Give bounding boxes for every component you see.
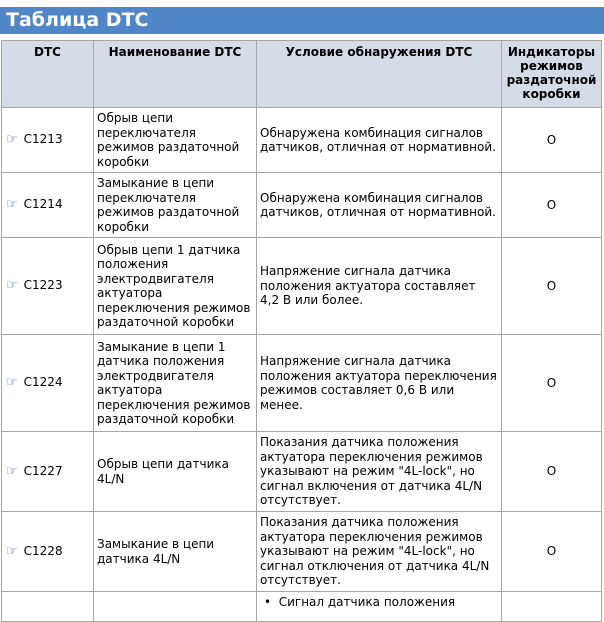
dtc-indicator: O xyxy=(502,512,602,592)
pointing-hand-icon[interactable]: ☞ xyxy=(6,463,18,479)
pointing-hand-icon[interactable]: ☞ xyxy=(6,278,18,294)
condition-bullet-text: Сигнал датчика положения xyxy=(278,595,456,609)
table-row xyxy=(2,512,602,592)
pointing-hand-icon[interactable]: ☞ xyxy=(6,543,18,559)
dtc-condition: Показания датчика положения актуатора переключения режимов указывают на режим "4L-lock", но сигнал включения от датчика 4L/N отсутствует. xyxy=(257,432,502,512)
dtc-name: Обрыв цепи переключателя режимов раздаточной коробки xyxy=(94,108,257,173)
header-dtc: DTC xyxy=(2,41,94,108)
table-row xyxy=(2,173,602,238)
header-name: Наименование DTC xyxy=(94,41,257,108)
table-row-partial xyxy=(2,592,602,622)
dtc-code-cell[interactable] xyxy=(2,238,94,335)
table-row xyxy=(2,335,602,432)
dtc-code[interactable]: C1227 xyxy=(23,463,63,478)
table-row xyxy=(2,238,602,335)
dtc-condition: Напряжение сигнала датчика положения актуатора переключения режимов составляет 0,6 В или менее. xyxy=(257,335,502,432)
dtc-indicator: O xyxy=(502,335,602,432)
dtc-code[interactable]: C1214 xyxy=(23,197,63,212)
dtc-indicator xyxy=(502,592,602,622)
table-row xyxy=(2,108,602,173)
dtc-name xyxy=(94,592,257,622)
dtc-name: Обрыв цепи датчика 4L/N xyxy=(94,432,257,512)
dtc-condition: Напряжение сигнала датчика положения актуатора составляет 4,2 В или более. xyxy=(257,238,502,335)
dtc-code[interactable]: C1223 xyxy=(23,278,63,293)
dtc-name: Обрыв цепи 1 датчика положения электродвигателя актуатора переключения режимов раздаточной коробки xyxy=(94,238,257,335)
dtc-code-cell[interactable] xyxy=(2,173,94,238)
dtc-code-cell[interactable] xyxy=(2,108,94,173)
dtc-code[interactable]: C1213 xyxy=(23,132,63,147)
pointing-hand-icon[interactable]: ☞ xyxy=(6,375,18,391)
dtc-table xyxy=(1,40,602,622)
dtc-code-cell[interactable] xyxy=(2,335,94,432)
pointing-hand-icon[interactable]: ☞ xyxy=(6,197,18,213)
table-header-row xyxy=(2,41,602,108)
dtc-indicator: O xyxy=(502,108,602,173)
dtc-indicator: O xyxy=(502,173,602,238)
dtc-code[interactable]: C1228 xyxy=(23,543,63,558)
dtc-code-cell[interactable] xyxy=(2,432,94,512)
dtc-indicator: O xyxy=(502,238,602,335)
dtc-condition: Показания датчика положения актуатора переключения режимов указывают на режим "4L-lock", но сигнал отключения от датчика 4L/N отсутствует. xyxy=(257,512,502,592)
dtc-code-cell xyxy=(2,592,94,622)
dtc-name: Замыкание в цепи датчика 4L/N xyxy=(94,512,257,592)
dtc-condition xyxy=(257,592,502,622)
header-indicator: Индикаторы режимов раздаточной коробки xyxy=(502,41,602,108)
dtc-code-cell[interactable] xyxy=(2,512,94,592)
dtc-name: Замыкание в цепи переключателя режимов раздаточной коробки xyxy=(94,173,257,238)
header-condition: Условие обнаружения DTC xyxy=(257,41,502,108)
dtc-condition: Обнаружена комбинация сигналов датчиков, отличная от нормативной. xyxy=(257,173,502,238)
pointing-hand-icon[interactable]: ☞ xyxy=(6,132,18,148)
dtc-table-wrapper xyxy=(1,40,601,622)
dtc-condition: Обнаружена комбинация сигналов датчиков, отличная от нормативной. xyxy=(257,108,502,173)
bullet-icon: • xyxy=(264,595,272,609)
dtc-code[interactable]: C1224 xyxy=(23,375,63,390)
dtc-name: Замыкание в цепи 1 датчика положения электродвигателя актуатора переключения режимов раздаточной коробки xyxy=(94,335,257,432)
page-title: Таблица DTC xyxy=(0,7,604,34)
dtc-indicator: O xyxy=(502,432,602,512)
table-row xyxy=(2,432,602,512)
